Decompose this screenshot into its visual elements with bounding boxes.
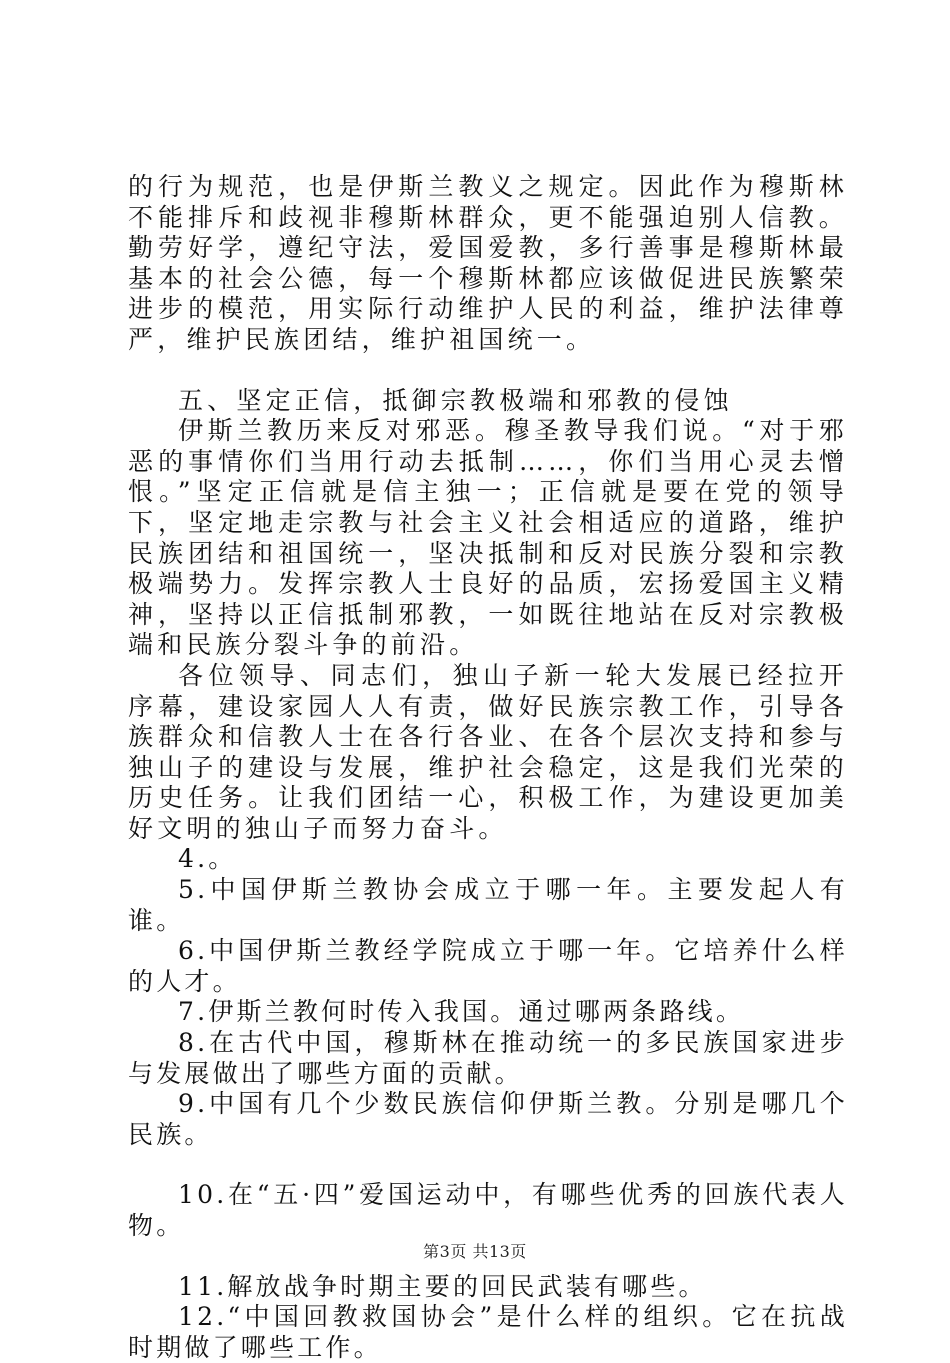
section-heading: 五、坚定正信，抵御宗教极端和邪教的侵蚀 [178,385,733,415]
question-item: 5.中国伊斯兰教协会成立于哪一年。主要发起人有谁。 [128,875,848,935]
question-item: 7.伊斯兰教何时传入我国。通过哪两条路线。 [178,997,745,1027]
question-item: 11.解放战争时期主要的回民武装有哪些。 [178,1271,707,1301]
question-item: 12.“中国回教救国协会”是什么样的组织。它在抗战时期做了哪些工作。 [128,1302,848,1362]
question-item: 10.在“五·四”爱国运动中，有哪些优秀的回族代表人物。 [128,1180,848,1240]
body-paragraph: 各位领导、同志们，独山子新一轮大发展已经拉开序幕，建设家园人人有责，做好民族宗教工作，引导各族群众和信教人士在各行各业、在各个层次支持和参与独山子的建设与发展，维护社会稳定，这是我们光荣的历史任务。让我们团结一心，积极工作，为建设更加美好文明的独山子而努力奋斗。 [128,660,848,843]
body-paragraph: 的行为规范，也是伊斯兰教义之规定。因此作为穆斯林不能排斥和歧视非穆斯林群众，更不能强迫别人信教。勤劳好学，遵纪守法，爱国爱教，多行善事是穆斯林最基本的社会公德，每一个穆斯林都应该做促进民族繁荣进步的模范，用实际行动维护人民的利益，维护法律尊严，维护民族团结，维护祖国统一。 [128,172,848,354]
document-body [128,172,848,1363]
body-paragraph: 伊斯兰教历来反对邪恶。穆圣教导我们说。“对于邪恶的事情你们当用行动去抵制……，你们当用心灵去憎恨。”坚定正信就是信主独一；正信就是要在党的领导下，坚定地走宗教与社会主义社会相适应的道路，维护民族团结和祖国统一，坚决抵制和反对民族分裂和宗教极端势力。发挥宗教人士良好的品质，宏扬爱国主义精神，坚持以正信抵制邪教，一如既往地站在反对宗教极端和民族分裂斗争的前沿。 [128,416,848,660]
question-item: 8.在古代中国，穆斯林在推动统一的多民族国家进步与发展做出了哪些方面的贡献。 [128,1028,848,1088]
page-footer: 第3页 共13页 [423,1242,527,1261]
question-item: 6.中国伊斯兰教经学院成立于哪一年。它培养什么样的人才。 [128,936,848,996]
question-item: 9.中国有几个少数民族信仰伊斯兰教。分别是哪几个民族。 [128,1089,848,1149]
question-item: 4.。 [178,844,237,874]
